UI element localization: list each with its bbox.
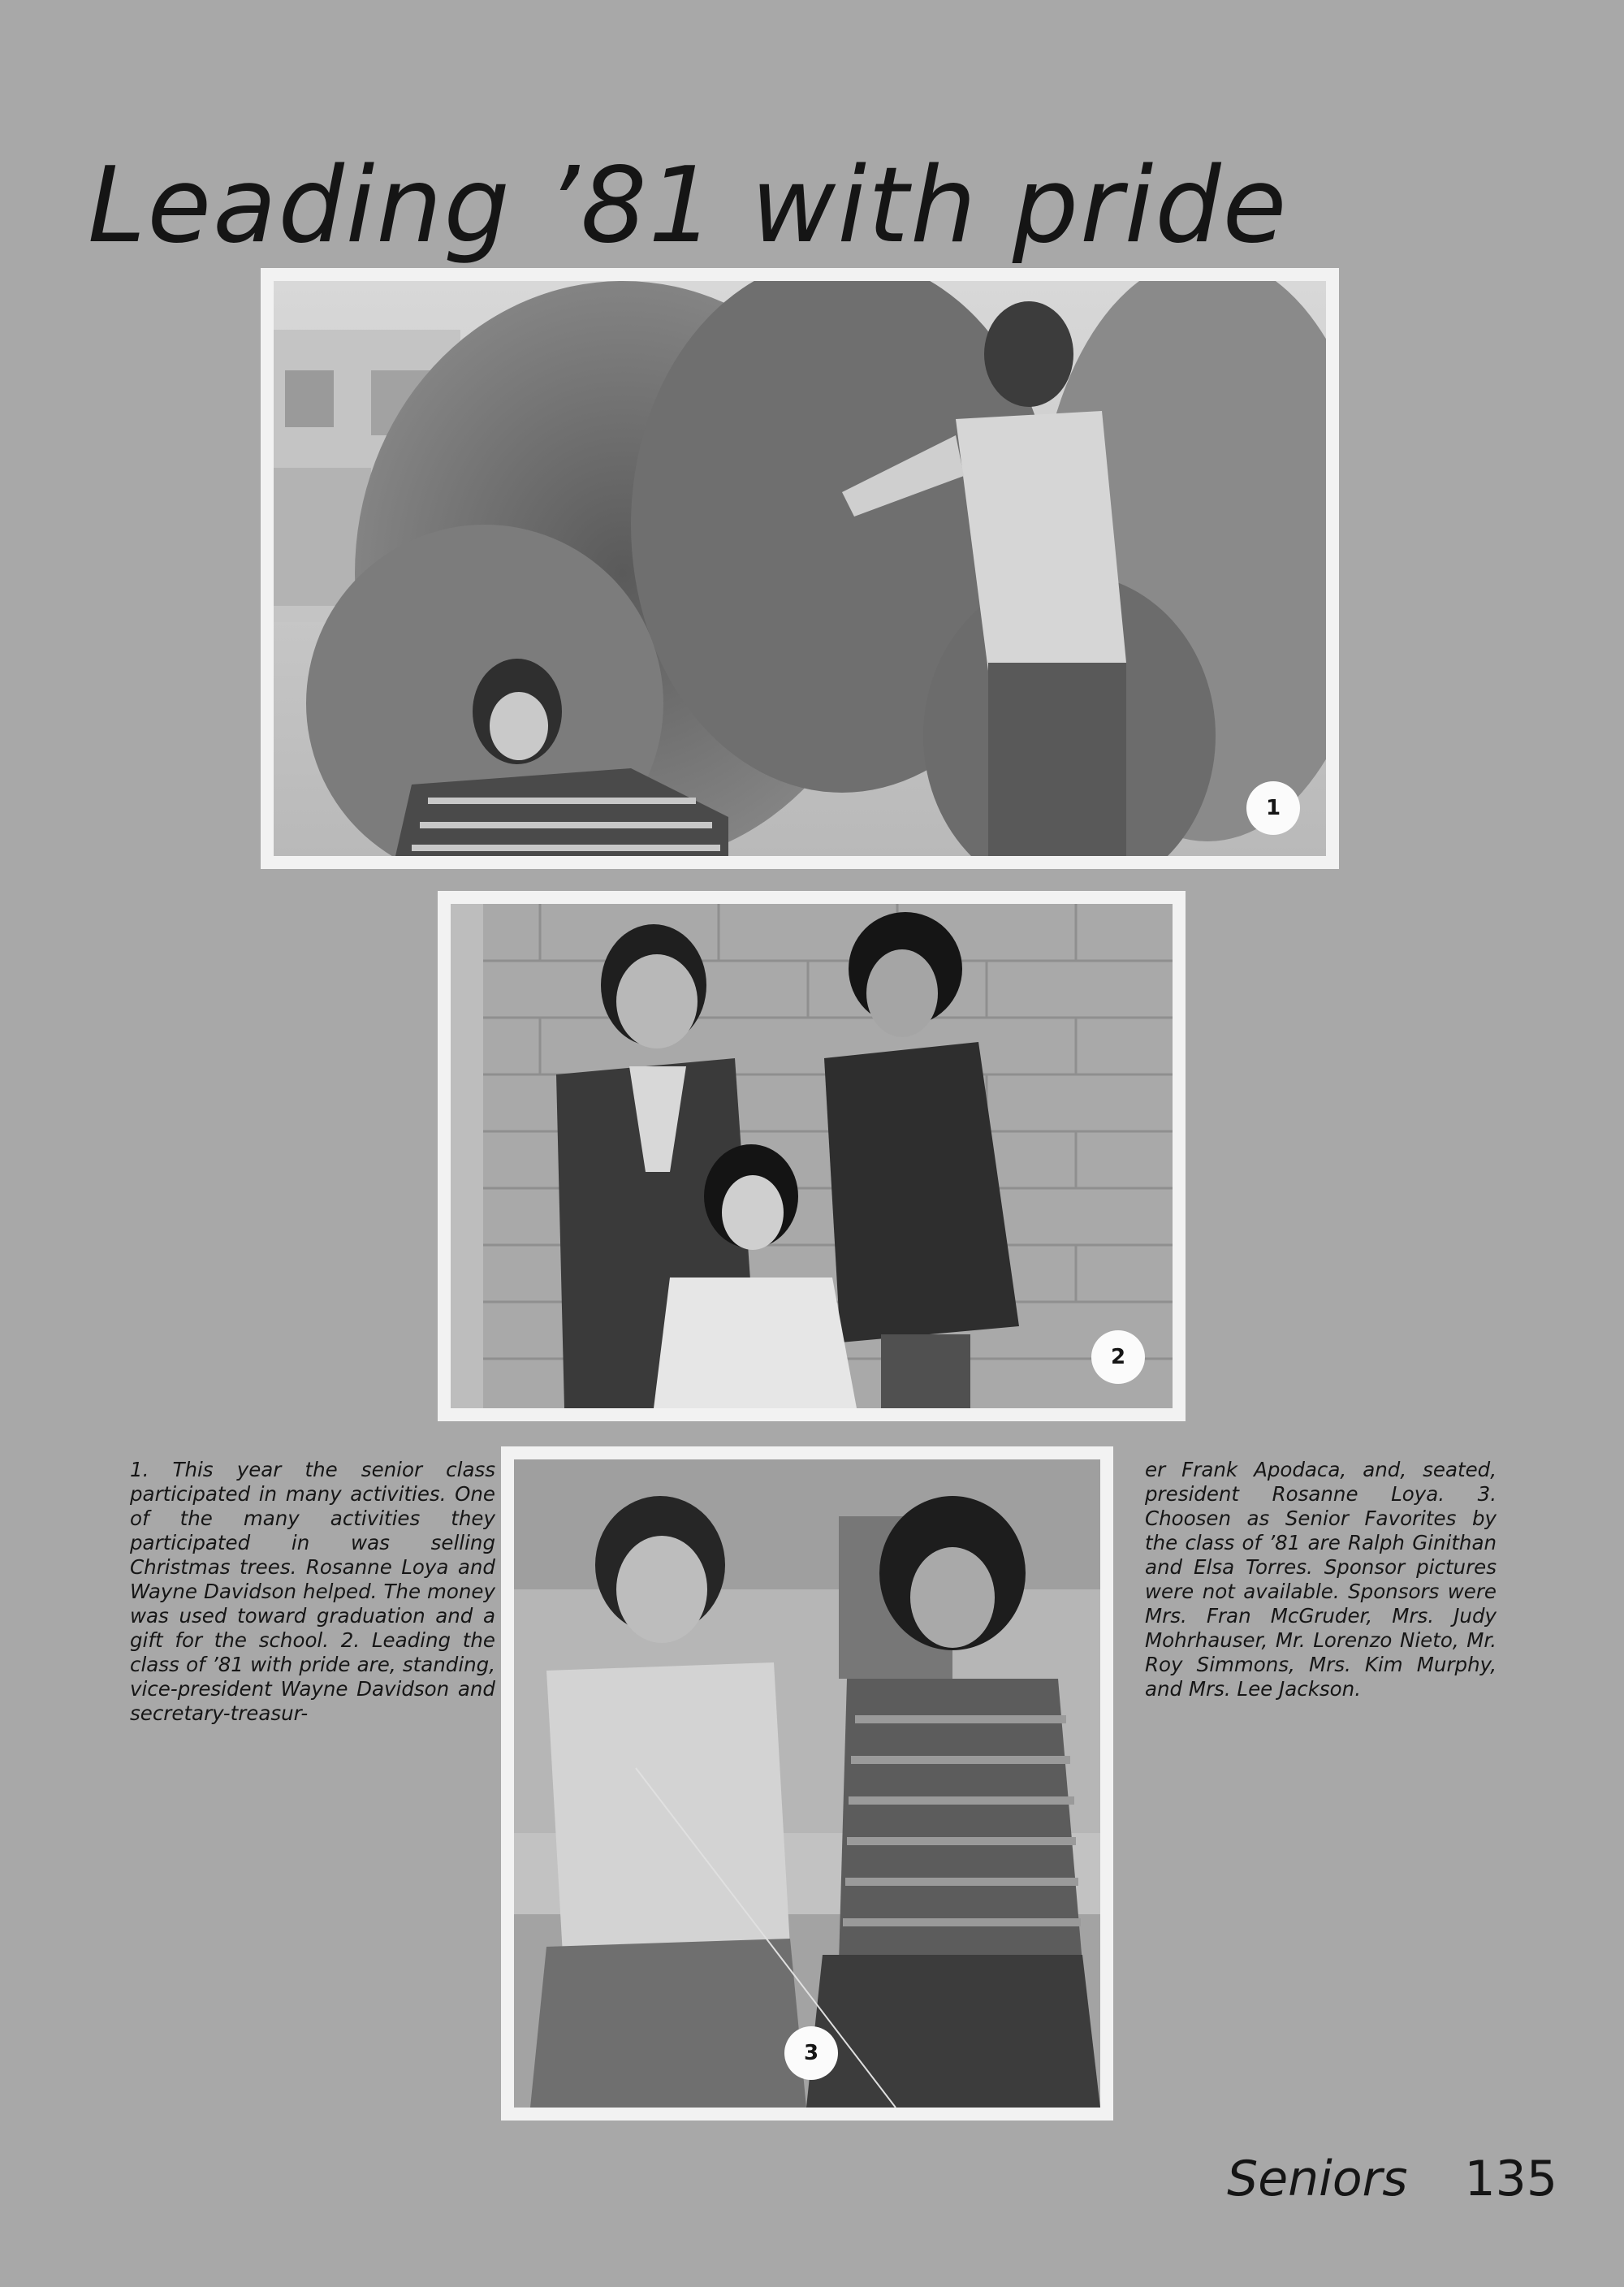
photo-number-badge: 1 (1246, 781, 1300, 835)
caption-column-left: 1. This year the senior class participated in many activities. One of the many activities they participated in was selling Christmas trees. Rosanne Loya and Wayne Davidson helped. The money was used toward graduation and a gift for the school. 2. Leading the class of ’81 with pride are, standing, vice-president Wayne Davidson and secretary-treasur- (130, 1458, 495, 1725)
photo-2-image (451, 904, 1173, 1408)
photo-class-officers (438, 891, 1186, 1421)
page-number: 135 (1464, 2151, 1557, 2207)
photo-1-image (274, 281, 1326, 856)
photo-number-badge: 3 (784, 2026, 838, 2080)
caption-column-right: er Frank Apodaca, and, seated, president Rosanne Loya. 3. Choosen as Senior Favorites by the class of ’81 are Ralph Ginithan and Elsa Torres. Sponsor pictures were not available. Sponsors were Mrs. Fran McGruder, Mrs. Judy Mohrhauser, Mr. Lorenzo Nieto, Mr. Roy Simmons, Mrs. Kim Murphy, and Mrs. Lee Jackson. (1145, 1458, 1497, 1701)
photo-3-image (514, 1459, 1100, 2108)
photo-christmas-tree-sale (261, 268, 1339, 869)
photo-number-badge: 2 (1091, 1330, 1145, 1384)
section-name: Seniors (1227, 2151, 1408, 2207)
page-headline: Leading ’81 with pride (88, 145, 1289, 266)
page-footer (1227, 2151, 1557, 2207)
photo-senior-favorites (501, 1446, 1113, 2121)
